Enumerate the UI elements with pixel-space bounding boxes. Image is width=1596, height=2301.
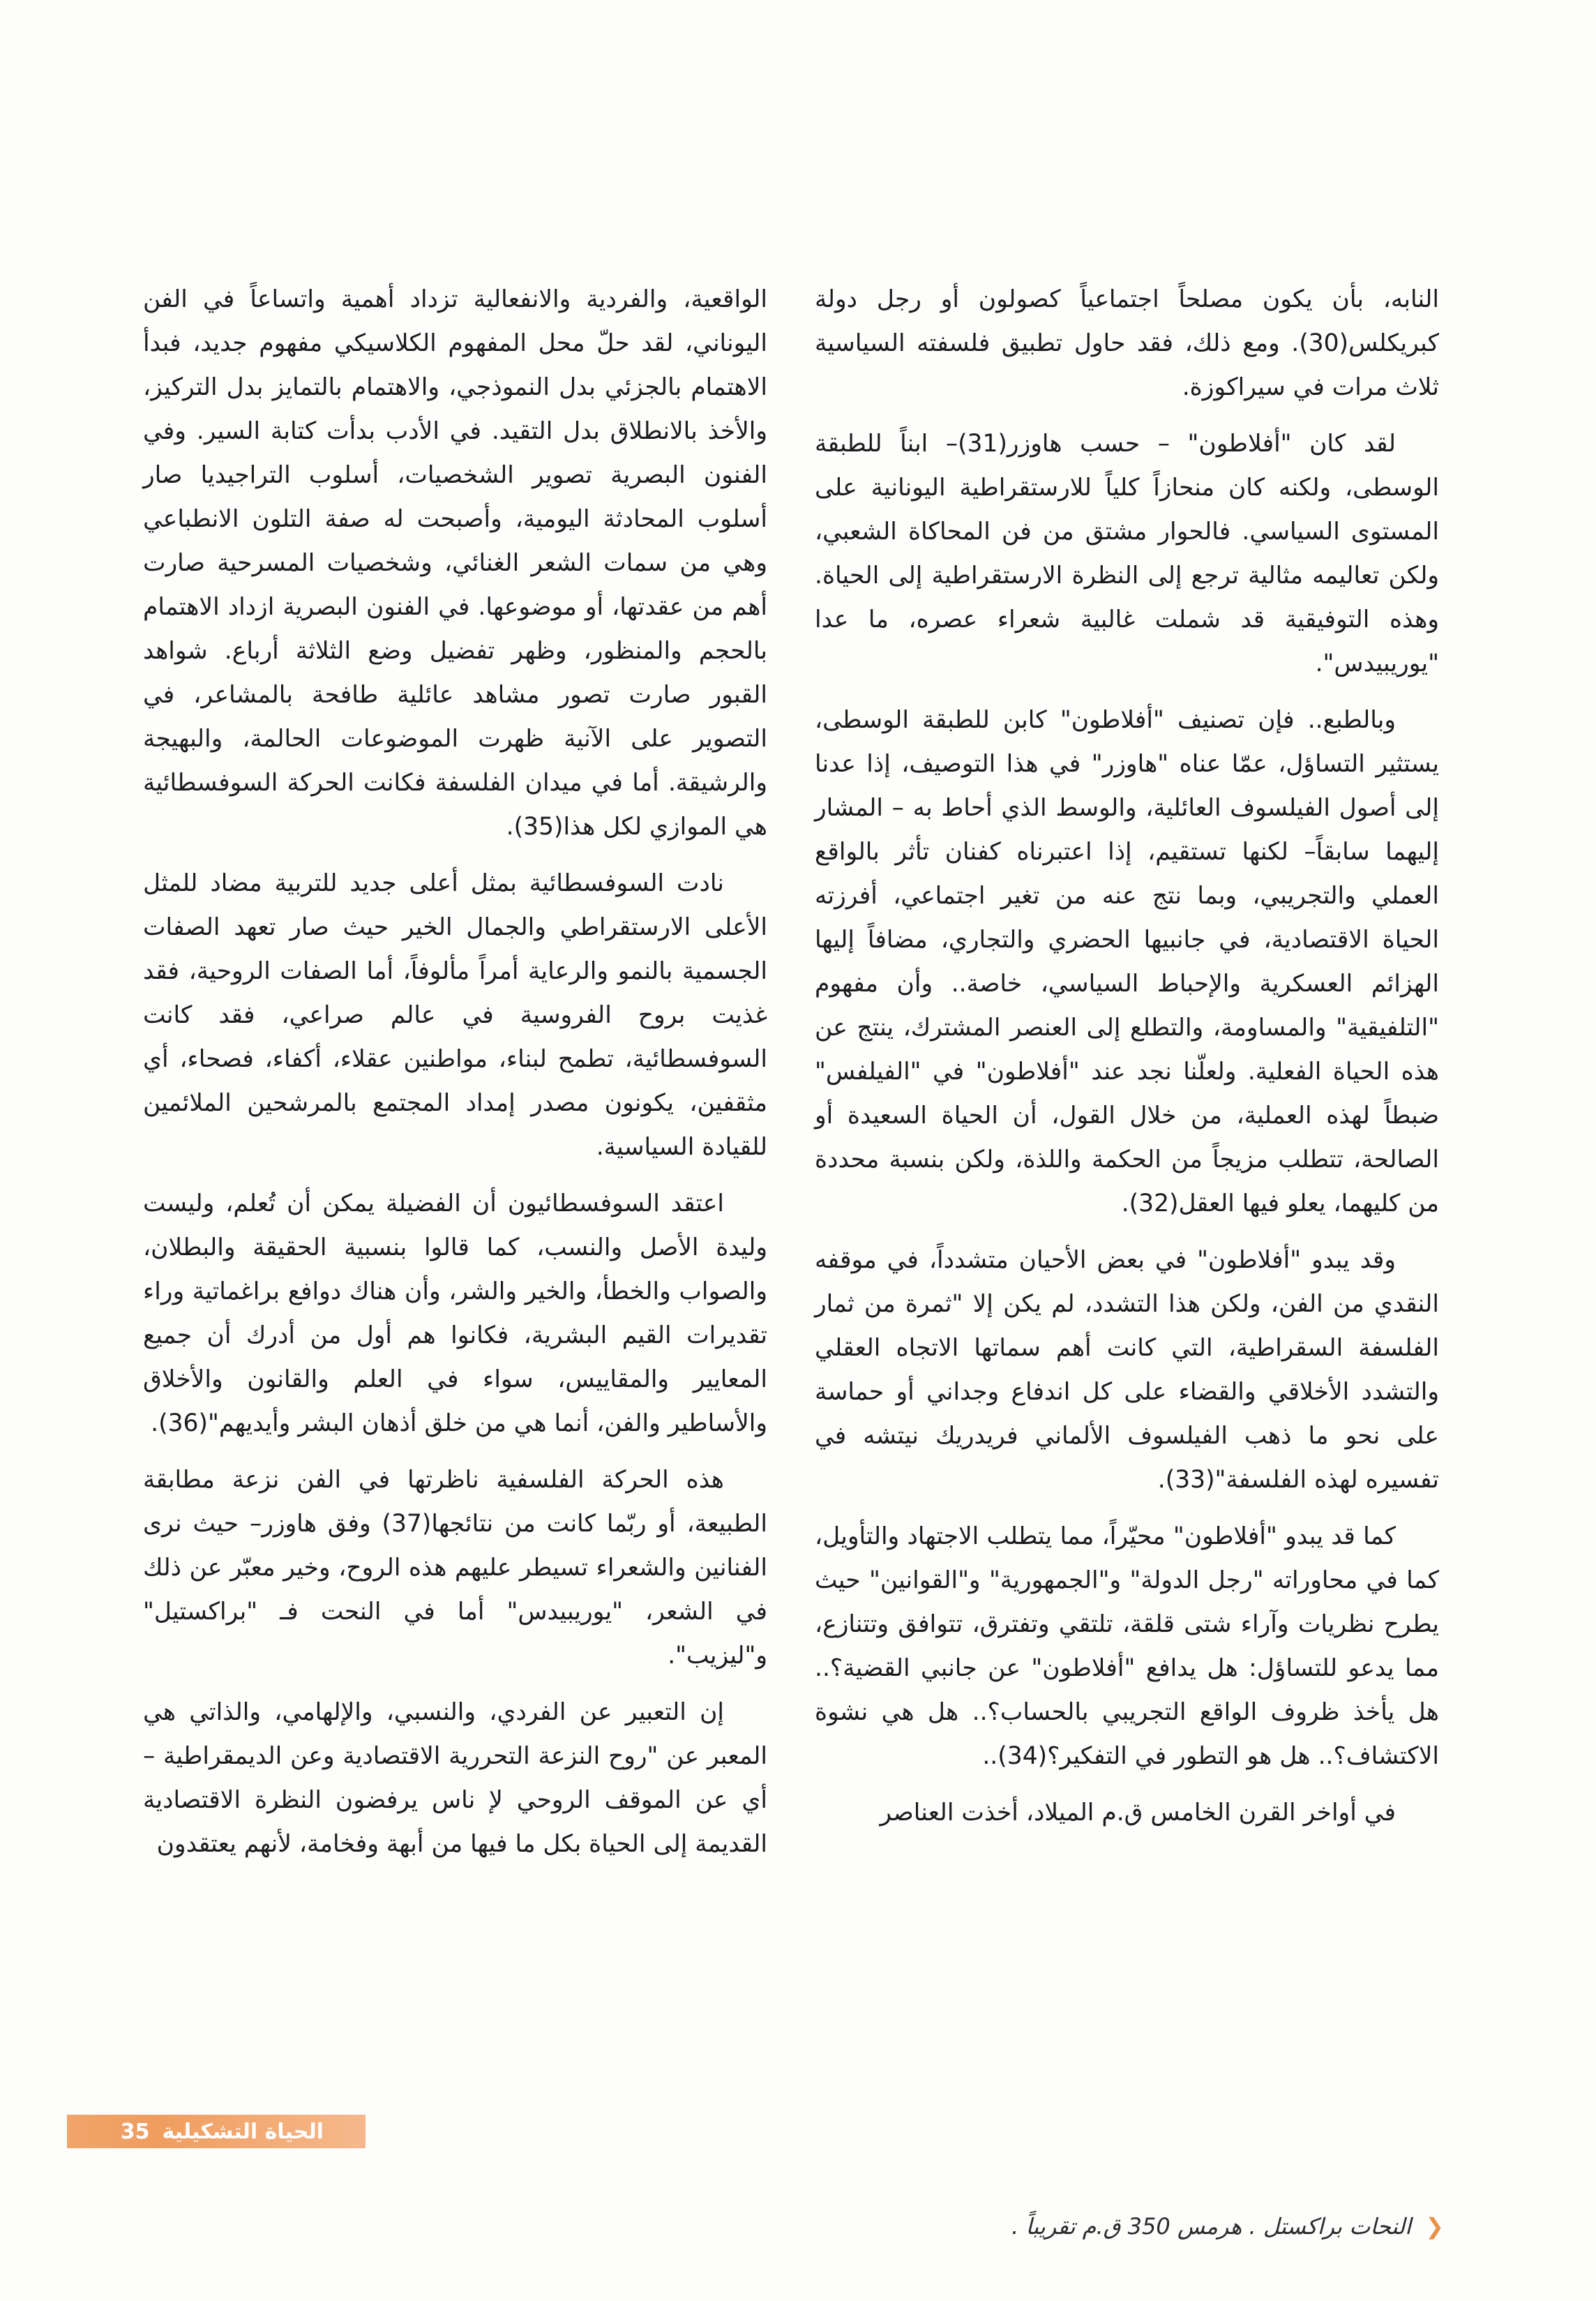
magazine-name: الحياة التشكيلية — [162, 2119, 324, 2144]
article-column-left — [143, 278, 767, 1879]
article-column-right — [815, 278, 1439, 1847]
paragraph: هذه الحركة الفلسفية ناظرتها في الفن نزعة مطابقة الطبيعة، أو ربّما كانت من نتائجها(37) وفق هاوزر– حيث نرى الفنانين والشعراء تسيطر عليهم هذه الروح، وخير معبّر عن ذلك في الشعر، "يوريبيدس" أما في النحت فـ "براكستيل" و"ليزيب". — [143, 1466, 767, 1670]
image-caption — [858, 2213, 1444, 2240]
paragraph: الواقعية، والفردية والانفعالية تزداد أهمية واتساعاً في الفن اليوناني، لقد حلّ محل المفهوم الكلاسيكي مفهوم جديد، فبدأ الاهتمام بالجزئي بدل النموذجي، والاهتمام بالتمايز بدل التركيز، والأخذ بالانطلاق بدل التقيد. في الأدب بدأت كتابة السير. وفي الفنون البصرية تصوير الشخصيات، أسلوب التراجيديا صار أسلوب المحادثة اليومية، وأصبحت له صفة التلون الانطباعي وهي من سمات الشعر الغنائي، وشخصيات المسرحية صارت أهم من عقدتها، أو موضوعها. في الفنون البصرية ازداد الاهتمام بالحجم والمنظور، وظهر تفضيل وضع الثلاثة أرباع. شواهد القبور صارت تصور مشاهد عائلية طافحة بالمشاعر، في التصوير على الآنية ظهرت الموضوعات الحالمة، والبهيجة والرشيقة. أما في ميدان الفلسفة فكانت الحركة السوفسطائية هي الموازي لكل هذا(35). — [143, 285, 767, 841]
caption-arrow-icon: ❮ — [1425, 2213, 1444, 2240]
paragraph: وبالطبع.. فإن تصنيف "أفلاطون" كابن للطبقة الوسطى، يستثير التساؤل، عمّا عناه "هاوزر" في هذا التوصيف، إذا عدنا إلى أصول الفيلسوف العائلية، والوسط الذي أحاط به – المشار إليهما سابقاً– لكنها تستقيم، إذا اعتبرناه كفنان تأثر بالواقع العملي والتجريبي، وبما نتج عنه من تغير اجتماعي، أفرزته الحياة الاقتصادية، في جانبيها الحضري والتجاري، مضافاً إليها الهزائم العسكرية والإحباط السياسي، خاصة.. وأن مفهوم "التلفيقية" والمساومة، والتطلع إلى العنصر المشترك، ينتج عن هذه الحياة الفعلية. ولعلّنا نجد عند "أفلاطون" في "الفيلفس" ضبطاً لهذه العملية، من خلال القول، أن الحياة السعيدة أو الصالحة، تتطلب مزيجاً من الحكمة واللذة، ولكن بنسبة محددة من كليهما، يعلو فيها العقل(32). — [815, 706, 1439, 1217]
paragraph: في أواخر القرن الخامس ق.م الميلاد، أخذت العناصر — [880, 1799, 1396, 1827]
paragraph: لقد كان "أفلاطون" – حسب هاوزر(31)– ابناً للطبقة الوسطى، ولكنه كان منحازاً كلياً للارستقراطية اليونانية على المستوى السياسي. فالحوار مشتق من فن المحاكاة الشعبي، ولكن تعاليمه مثالية ترجع إلى النظرة الارستقراطية إلى الحياة. وهذه التوفيقية قد شملت غالبية شعراء عصره، ما عدا "يوريبيدس". — [815, 430, 1439, 677]
footer-bar — [67, 2115, 366, 2148]
paragraph: نادت السوفسطائية بمثل أعلى جديد للتربية مضاد للمثل الأعلى الارستقراطي والجمال الخير حيث صار تعهد الصفات الجسمية بالنمو والرعاية أمراً مألوفاً، أما الصفات الروحية، فقد غذيت بروح الفروسية في عالم صراعي، فقد كانت السوفسطائية، تطمح لبناء، مواطنين عقلاء، أكفاء، فصحاء، أي مثقفين، يكونون مصدر إمداد المجتمع بالمرشحين الملائمين للقيادة السياسية. — [143, 869, 767, 1161]
page-number: 35 — [120, 2119, 150, 2144]
paragraph: وقد يبدو "أفلاطون" في بعض الأحيان متشدداً، في موقفه النقدي من الفن، ولكن هذا التشدد، لم يكن إلا "ثمرة من ثمار الفلسفة السقراطية، التي كانت أهم سماتها الاتجاه العقلي والتشدد الأخلاقي والقضاء على كل اندفاع وجداني أو حماسة على نحو ما ذهب الفيلسوف الألماني فريدريك نيتشه في تفسيره لهذه الفلسفة"(33). — [815, 1246, 1439, 1494]
paragraph: اعتقد السوفسطائيون أن الفضيلة يمكن أن تُعلم، وليست وليدة الأصل والنسب، كما قالوا بنسبية الحقيقة والبطلان، والصواب والخطأ، والخير والشر، وأن هناك دوافع براغماتية وراء تقديرات القيم البشرية، فكانوا هم أول من أدرك أن جميع المعايير والمقاييس، سواء في العلم والقانون والأخلاق والأساطير والفن، أنما هي من خلق أذهان البشر وأيديهم"(36). — [143, 1190, 767, 1437]
paragraph: النابه، بأن يكون مصلحاً اجتماعياً كصولون أو رجل دولة كبريكلس(30). ومع ذلك، فقد حاول تطبيق فلسفته السياسية ثلاث مرات في سيراكوزة. — [815, 285, 1439, 401]
paragraph: كما قد يبدو "أفلاطون" محيّراً، مما يتطلب الاجتهاد والتأويل، كما في محاوراته "رجل الدولة" و"الجمهورية" و"القوانين" حيث يطرح نظريات وآراء شتى قلقة، تلتقي وتفترق، تتوافق وتتنازع، مما يدعو للتساؤل: هل يدافع "أفلاطون" عن جانبي القضية؟.. هل يأخذ ظروف الواقع التجريبي بالحساب؟.. هل هي نشوة الاكتشاف؟.. هل هو التطور في التفكير؟(34).. — [815, 1522, 1439, 1770]
paragraph: إن التعبير عن الفردي، والنسبي، والإلهامي، والذاتي هي المعبر عن "روح النزعة التحررية الاقتصادية وعن الديمقراطية – أي عن الموقف الروحي لإ ناس يرفضون النظرة الاقتصادية القديمة إلى الحياة بكل ما فيها من أبهة وفخامة، لأنهم يعتقدون — [143, 1698, 767, 1858]
caption-text: النحات براكستل . هرمس 350 ق.م تقريباً . — [1011, 2213, 1412, 2240]
